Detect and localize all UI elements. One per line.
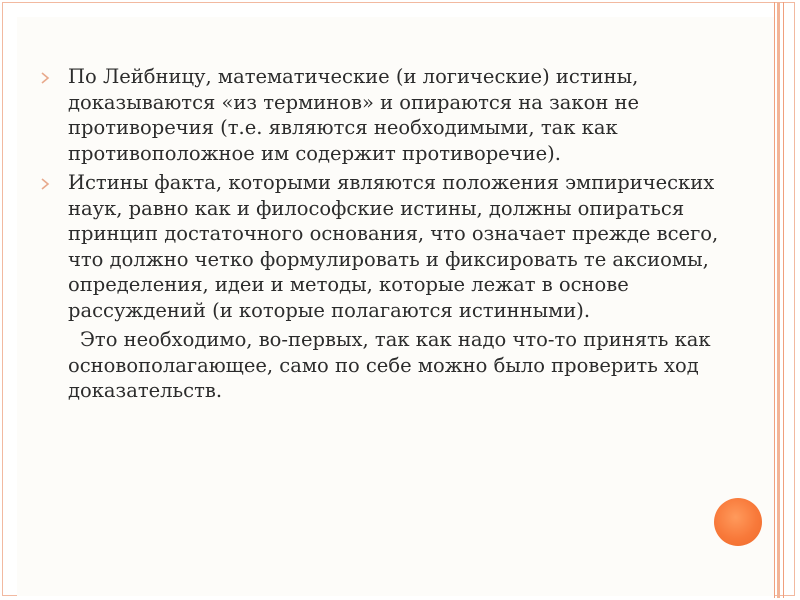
bullet-item [38, 64, 728, 166]
bullet-text: По Лейбницу, математические (и логические) истины, доказываются «из терминов» и опираются на закон не противоречия (т.е. являются необходимыми, так как противоположное им содержит противоречие). [68, 65, 640, 165]
accent-stripe [777, 2, 780, 598]
accent-stripe [774, 2, 775, 598]
slide-body [38, 64, 728, 404]
decorative-circle [714, 498, 762, 546]
bullet-item [38, 170, 728, 323]
bullet-text: Истины факта, которыми являются положения эмпирических наук, равно как и философские истины, должны опираться принцип достаточного основания, что означает прежде всего, что должно четко формулировать и фиксировать те аксиомы, определения, идеи и методы, которые лежат в основе рассуждений (и которые полагаются истинными). [68, 171, 719, 322]
continuation-paragraph: Это необходимо, во-первых, так как надо что-то принять как основополагающее, само по себе можно было проверить ход доказательств. [68, 328, 711, 402]
accent-stripe [783, 2, 784, 598]
